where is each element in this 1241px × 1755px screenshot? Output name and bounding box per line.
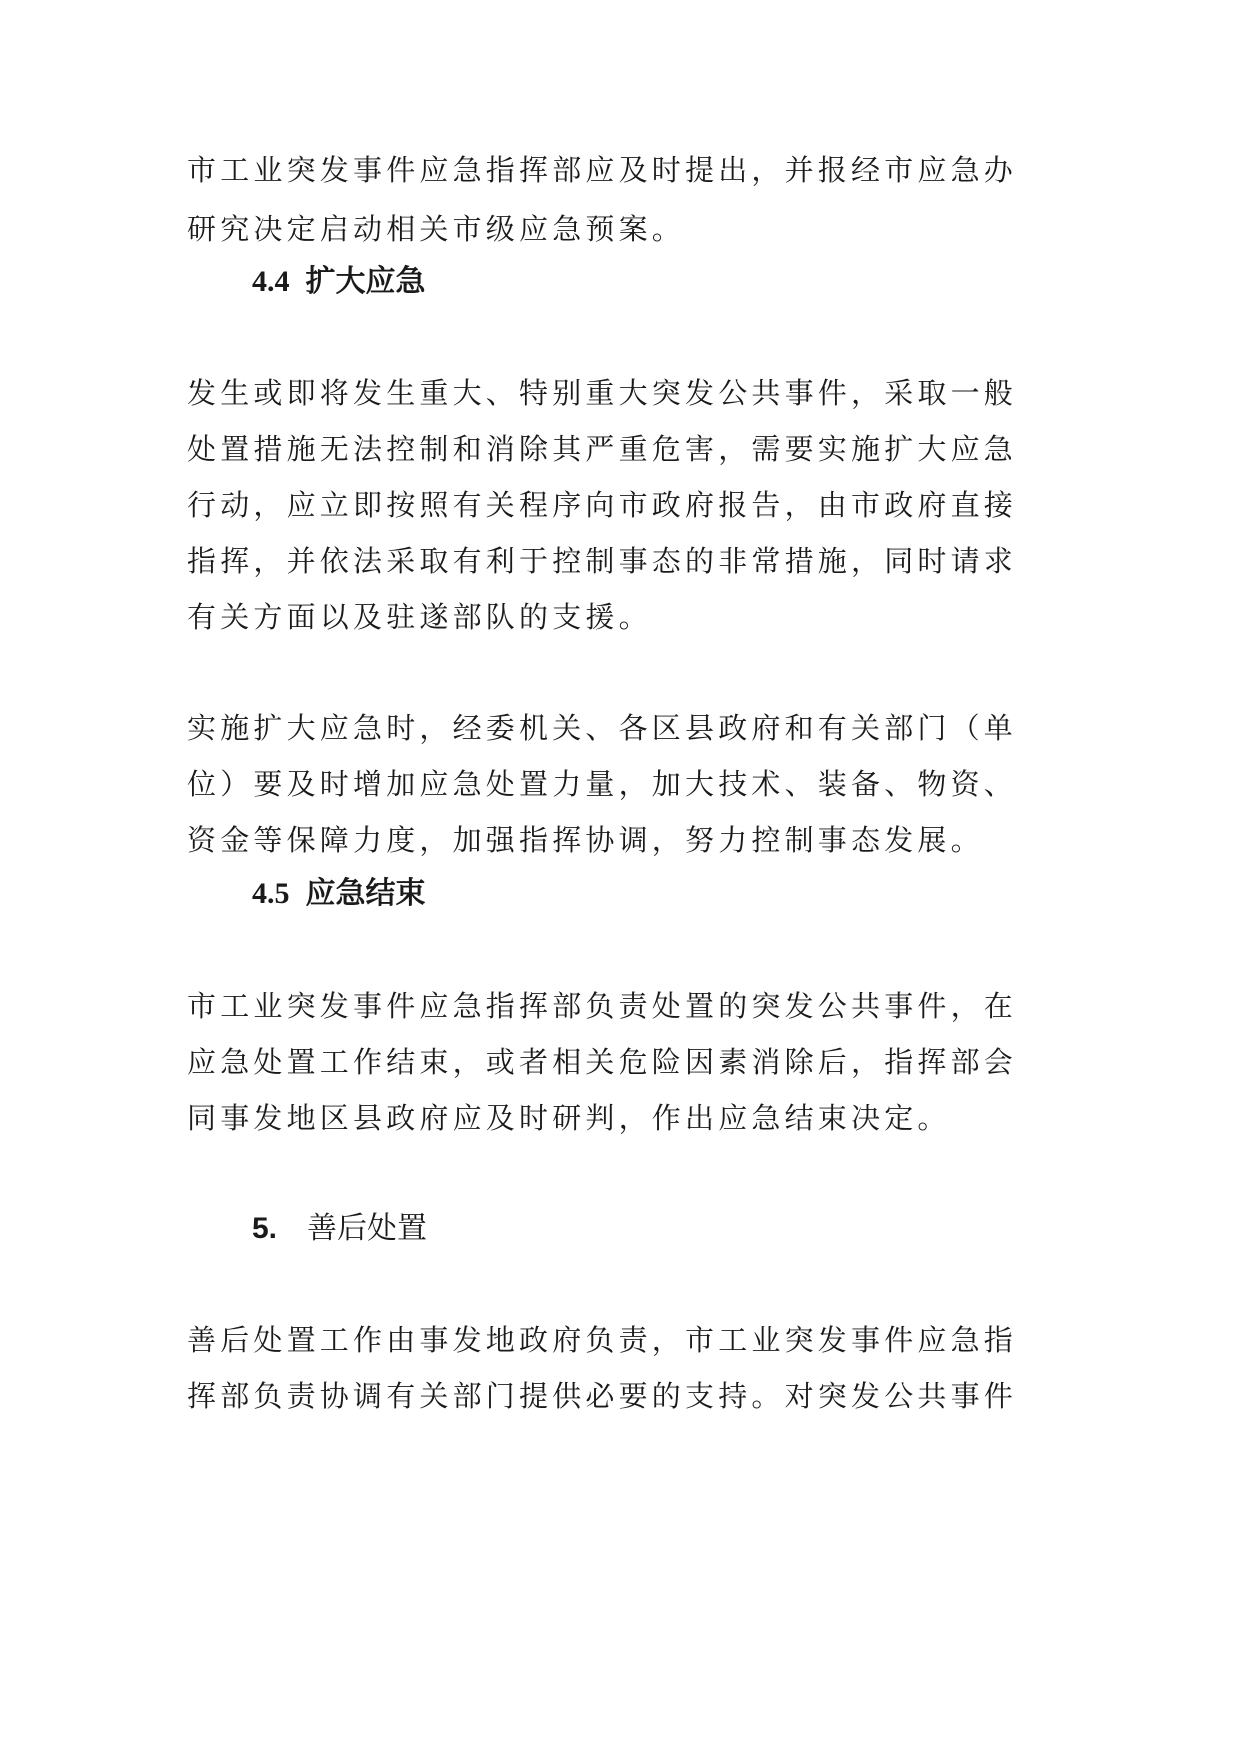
paragraph-line: 同事发地区县政府应及时研判，作出应急结束决定。 <box>187 1101 951 1135</box>
paragraph-line: 发生或即将发生重大、特别重大突发公共事件，采取一般 <box>187 376 1018 410</box>
paragraph-line: 市工业突发事件应急指挥部应及时提出，并报经市应急办 <box>187 153 1018 187</box>
section-number: 4.4 <box>252 265 290 298</box>
paragraph-line: 善后处置工作由事发地政府负责，市工业突发事件应急指 <box>187 1323 1018 1357</box>
section-title: 善后处置 <box>307 1211 428 1246</box>
section-heading-5 <box>252 1209 427 1249</box>
paragraph-line: 市工业突发事件应急指挥部负责处置的突发公共事件，在 <box>187 989 1018 1023</box>
paragraph-line: 挥部负责协调有关部门提供必要的支持。对突发公共事件 <box>187 1379 1018 1413</box>
paragraph-line: 有关方面以及驻遂部队的支援。 <box>187 600 652 634</box>
section-heading-4-4 <box>252 262 426 302</box>
paragraph-line: 处置措施无法控制和消除其严重危害，需要实施扩大应急 <box>187 432 1018 466</box>
paragraph-line: 指挥，并依法采取有利于控制事态的非常措施，同时请求 <box>187 544 1018 578</box>
paragraph-line: 研究决定启动相关市级应急预案。 <box>187 212 686 246</box>
paragraph-line: 行动，应立即按照有关程序向市政府报告，由市政府直接 <box>187 488 1018 522</box>
section-title: 应急结束 <box>305 876 426 911</box>
paragraph-line: 资金等保障力度，加强指挥协调，努力控制事态发展。 <box>187 823 984 857</box>
paragraph-line: 实施扩大应急时，经委机关、各区县政府和有关部门（单 <box>187 711 1018 745</box>
section-number: 4.5 <box>252 877 290 910</box>
section-number: 5. <box>252 1212 278 1245</box>
section-heading-4-5 <box>252 874 426 914</box>
paragraph-line: 位）要及时增加应急处置力量，加大技术、装备、物资、 <box>187 767 1018 801</box>
paragraph-line: 应急处置工作结束，或者相关危险因素消除后，指挥部会 <box>187 1045 1018 1079</box>
section-title: 扩大应急 <box>305 264 426 299</box>
